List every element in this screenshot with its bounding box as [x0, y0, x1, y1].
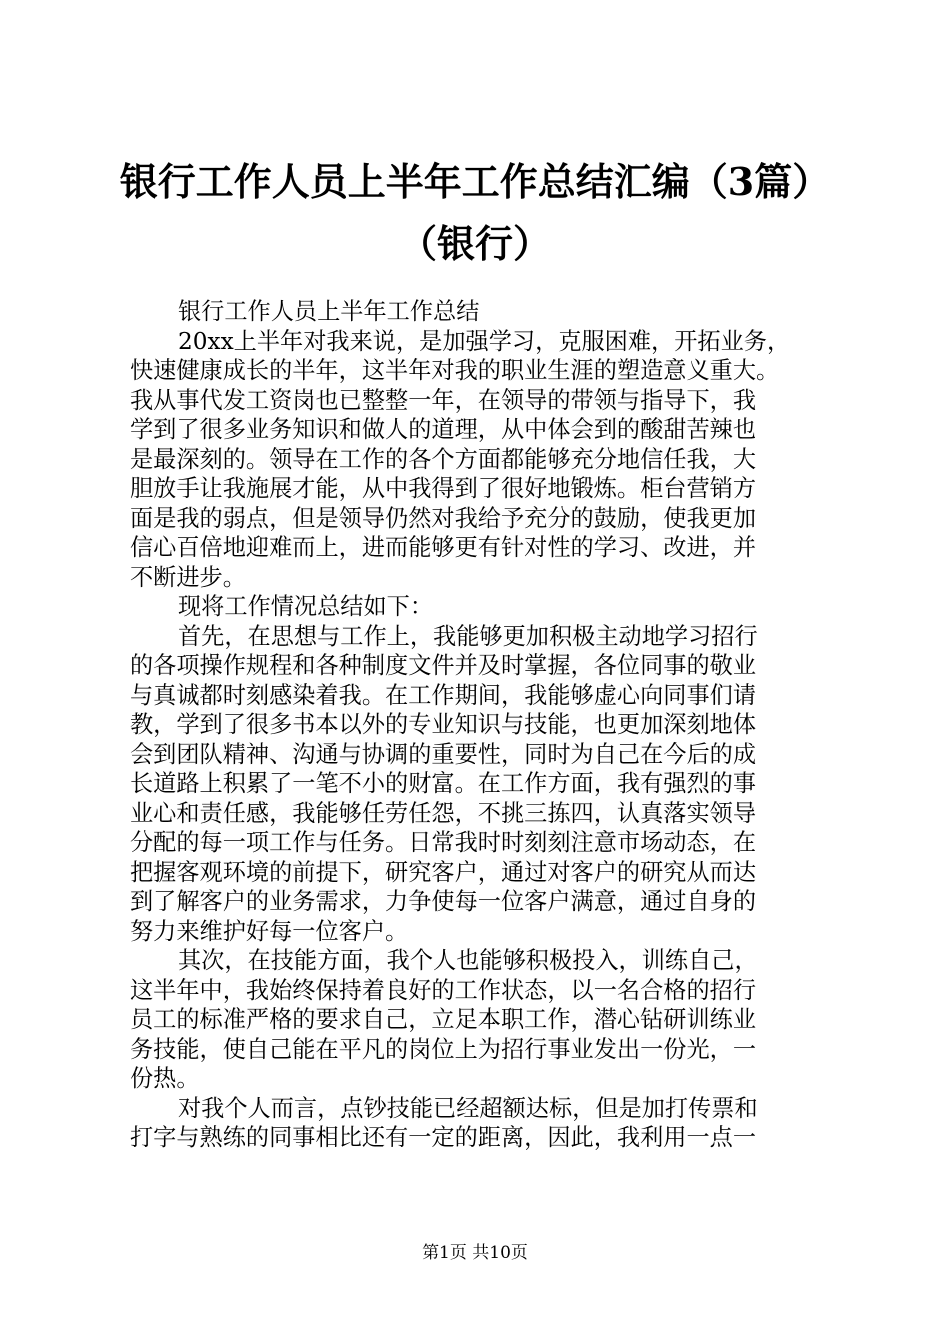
- paragraph-line: 面是我的弱点，但是领导仍然对我给予充分的鼓励，使我更加: [130, 504, 757, 532]
- paragraph-line: 务技能，使自己能在平凡的岗位上为招行事业发出一份光，一: [130, 1035, 757, 1063]
- paragraph-line: 的各项操作规程和各种制度文件并及时掌握，各位同事的敬业: [130, 652, 757, 679]
- paragraph-line: 把握客观环境的前提下，研究客户，通过对客户的研究从而达: [130, 858, 757, 886]
- paragraph-line: 现将工作情况总结如下：: [178, 593, 434, 620]
- page-number-footer: 第1页 共10页: [422, 1243, 528, 1263]
- document-body: [130, 297, 835, 1153]
- document-subtitle: （银行）: [398, 221, 551, 266]
- paragraph-line: 对我个人而言，点钞技能已经超额达标，但是加打传票和: [178, 1094, 758, 1122]
- paragraph-line: 打字与熟练的同事相比还有一定的距离，因此，我利用一点一: [130, 1124, 757, 1151]
- section-heading: 银行工作人员上半年工作总结: [178, 298, 480, 325]
- paragraph-line: 会到团队精神、沟通与协调的重要性，同时为自己在今后的成: [130, 740, 757, 768]
- paragraph-line: 分配的每一项工作与任务。日常我时时刻刻注意市场动态，在: [130, 829, 757, 856]
- document-title: 银行工作人员上半年工作总结汇编（3篇）: [119, 159, 831, 204]
- paragraph-line: 业心和责任感，我能够任劳任怨，不挑三拣四，认真落实领导: [130, 799, 757, 827]
- paragraph-line: 教，学到了很多书本以外的专业知识与技能，也更加深刻地体: [130, 711, 757, 738]
- paragraph-line: 我从事代发工资岗也已整整一年，在领导的带领与指导下，我: [130, 386, 757, 414]
- paragraph-line: 与真诚都时刻感染着我。在工作期间，我能够虚心向同事们请: [130, 681, 757, 709]
- paragraph-line: 努力来维护好每一位客户。: [130, 917, 409, 945]
- paragraph-line: 份热。: [130, 1065, 200, 1092]
- paragraph-line: 快速健康成长的半年，这半年对我的职业生涯的塑造意义重大。: [130, 357, 780, 384]
- paragraph-line: 首先，在思想与工作上，我能够更加积极主动地学习招行: [178, 622, 758, 650]
- paragraph-line: 长道路上积累了一笔不小的财富。在工作方面，我有强烈的事: [130, 770, 757, 797]
- paragraph-line: 不断进步。: [130, 563, 246, 591]
- paragraph-line: 20xx上半年对我来说，是加强学习，克服困难，开拓业务，: [178, 327, 791, 355]
- paragraph-line: 到了解客户的业务需求，力争使每一位客户满意，通过自身的: [130, 888, 757, 915]
- paragraph-line: 是最深刻的。领导在工作的各个方面都能够充分地信任我，大: [130, 445, 757, 473]
- paragraph-line: 学到了很多业务知识和做人的道理，从中体会到的酸甜苦辣也: [130, 416, 757, 443]
- paragraph-line: 胆放手让我施展才能，从中我得到了很好地锻炼。柜台营销方: [130, 475, 757, 502]
- paragraph-line: 信心百倍地迎难而上，进而能够更有针对性的学习、改进，并: [130, 534, 757, 561]
- paragraph-line: 其次，在技能方面，我个人也能够积极投入，训练自己，: [178, 947, 758, 974]
- paragraph-line: 员工的标准严格的要求自己，立足本职工作，潜心钻研训练业: [130, 1006, 757, 1033]
- paragraph-line: 这半年中，我始终保持着良好的工作状态，以一名合格的招行: [130, 976, 757, 1004]
